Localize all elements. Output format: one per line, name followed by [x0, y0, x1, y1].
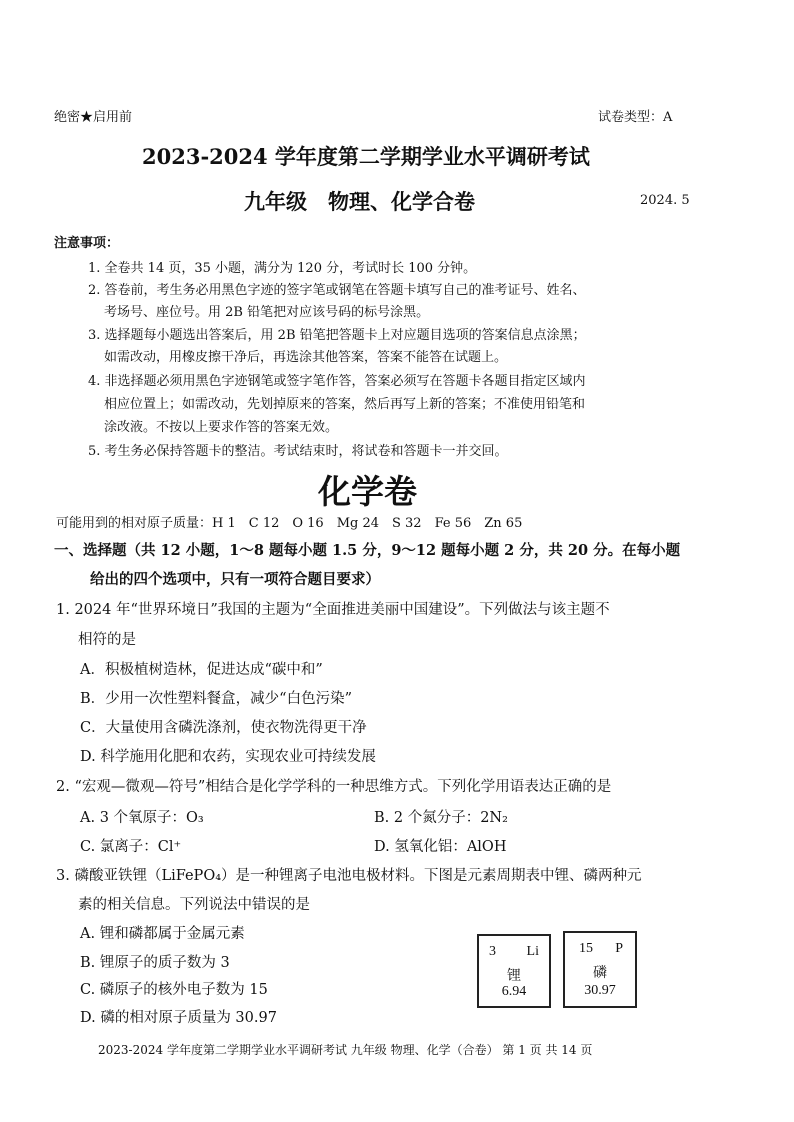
- question-stem: 1. 2024 年“世界环境日”我国的主题为“全面推进美丽中国建设”。下列做法与该主题不: [56, 602, 610, 618]
- notice-item-cont: 考场号、座位号。用 2B 铅笔把对应该号码的标号涂黑。: [104, 305, 430, 320]
- option-c: C. 磷原子的核外电子数为 15: [80, 982, 268, 998]
- option-b: B. 锂原子的质子数为 3: [80, 955, 230, 971]
- notice-item-cont: 如需改动，用橡皮擦干净后，再选涂其他答案，答案不能答在试题上。: [104, 350, 508, 365]
- part1-instructions: 一、选择题（共 12 小题，1～8 题每小题 1.5 分，9～12 题每小题 2 分，共 20 分。在每小题: [54, 542, 681, 559]
- exam-date: 2024. 5: [640, 193, 690, 208]
- element-cell-phosphorus: [563, 931, 637, 1008]
- notice-item: 2. 答卷前，考生务必用黑色字迹的签字笔或钢笔在答题卡填写自己的准考证号、姓名、: [88, 283, 586, 298]
- question-stem: 3. 磷酸亚铁锂（LiFePO₄）是一种锂离子电池电极材料。下图是元素周期表中锂、磷两种元: [56, 868, 642, 884]
- option-d: D. 磷的相对原子质量为 30.97: [80, 1010, 277, 1026]
- atomic-mass: 30.97: [584, 983, 616, 998]
- option-a: A．积极植树造林，促进达成“碳中和”: [80, 662, 323, 678]
- atomic-number: 3: [489, 944, 496, 959]
- question-stem: 2. “宏观—微观—符号”相结合是化学学科的一种思维方式。下列化学用语表达正确的是: [56, 779, 612, 795]
- option-d: D. 科学施用化肥和农药，实现农业可持续发展: [80, 749, 376, 765]
- element-name: 锂: [507, 969, 521, 984]
- confidential-label: 绝密★启用前: [54, 110, 133, 125]
- atomic-number: 15: [579, 941, 593, 956]
- exam-subtitle: 九年级 物理、化学合卷: [244, 189, 475, 214]
- notice-item: 4. 非选择题必须用黑色字迹钢笔或签字笔作答，答案必须写在答题卡各题目指定区域内: [88, 374, 586, 389]
- element-symbol: Li: [526, 944, 539, 959]
- option-b: B. 2 个氮分子：2N₂: [374, 810, 508, 826]
- element-name: 磷: [593, 966, 607, 981]
- notice-item: 3. 选择题每小题选出答案后，用 2B 铅笔把答题卡上对应题目选项的答案信息点涂黑；: [88, 328, 586, 343]
- section-title: 化学卷: [318, 472, 417, 511]
- option-c: C. 氯离子：Cl⁺: [80, 839, 182, 855]
- option-b: B．少用一次性塑料餐盒，减少“白色污染”: [80, 691, 352, 707]
- option-a: A. 3 个氧原子：O₃: [80, 810, 204, 826]
- notice-item: 5. 考生务必保持答题卡的整洁。考试结束时，将试卷和答题卡一并交回。: [88, 444, 508, 459]
- notice-item-cont: 相应位置上；如需改动，先划掉原来的答案，然后再写上新的答案；不准使用铅笔和: [104, 397, 586, 412]
- question-stem-cont: 相符的是: [78, 632, 136, 648]
- paper-type-label: 试卷类型：A: [598, 110, 673, 125]
- option-a: A. 锂和磷都属于金属元素: [80, 926, 245, 942]
- atomic-masses: 可能用到的相对原子质量：H 1 C 12 O 16 Mg 24 S 32 Fe 56 Zn 65: [56, 516, 523, 531]
- question-stem-cont: 素的相关信息。下列说法中错误的是: [78, 897, 310, 913]
- part1-instructions-cont: 给出的四个选项中，只有一项符合题目要求）: [90, 571, 380, 588]
- option-c: C．大量使用含磷洗涤剂，使衣物洗得更干净: [80, 720, 367, 736]
- exam-title: 2023-2024 学年度第二学期学业水平调研考试: [142, 144, 590, 169]
- page-footer: 2023-2024 学年度第二学期学业水平调研考试 九年级 物理、化学（合卷） 第 1 页 共 14 页: [98, 1043, 593, 1057]
- notice-item: 1. 全卷共 14 页，35 小题，满分为 120 分，考试时长 100 分钟。: [88, 261, 477, 276]
- notice-heading: 注意事项：: [54, 236, 120, 251]
- notice-item-cont: 涂改液。不按以上要求作答的答案无效。: [104, 420, 339, 435]
- atomic-mass: 6.94: [501, 984, 527, 999]
- option-d: D. 氢氧化铝：AlOH: [374, 839, 507, 855]
- element-symbol: P: [615, 941, 623, 956]
- element-cell-lithium: [477, 934, 551, 1008]
